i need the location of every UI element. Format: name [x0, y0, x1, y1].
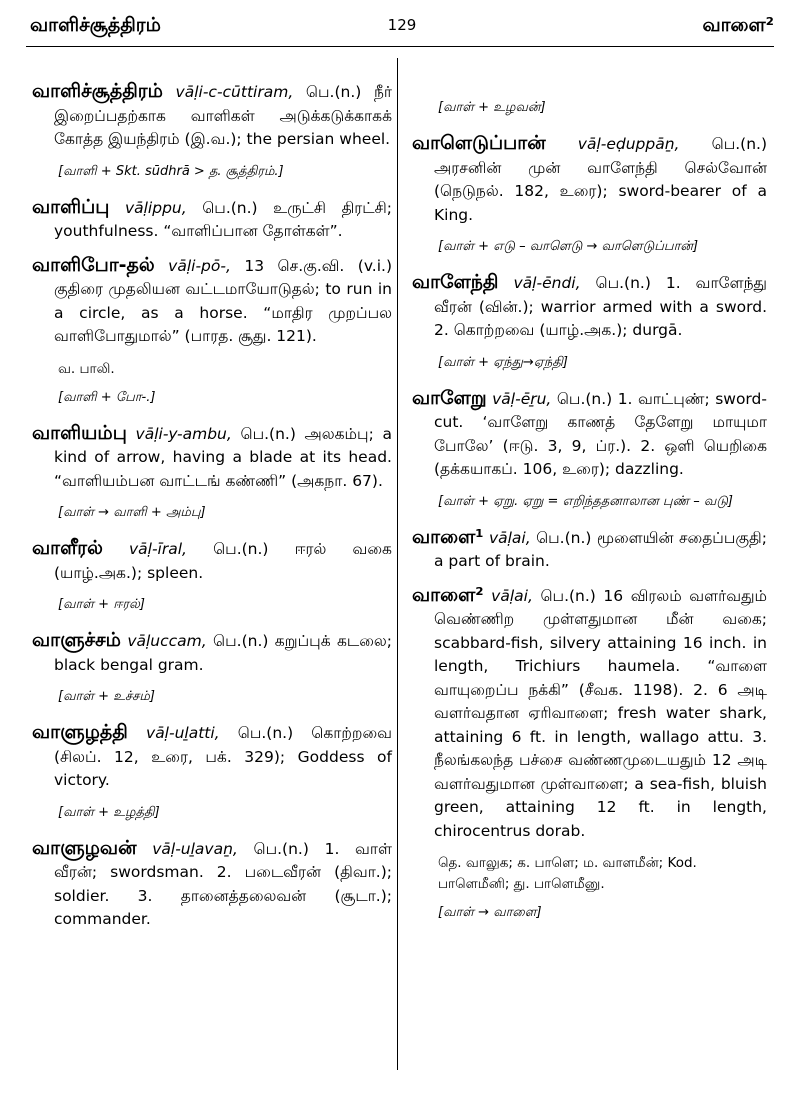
etymology-note: [வாள் + உழத்தி]: [58, 804, 160, 820]
etymology-note: [வாள் + உச்சம்]: [58, 689, 155, 704]
etymology-note: [வாள் → வாளை]: [438, 905, 542, 920]
entry-headword: வாளை²: [412, 583, 484, 606]
entry-transliteration: vāḷi-c-cūttiram,: [175, 83, 294, 101]
header-rule: [26, 46, 774, 47]
dictionary-entry: [32, 80, 392, 152]
entry-transliteration: vāḷ-ēndi,: [513, 274, 581, 292]
entry-headword: வாளிச்சூத்திரம்: [32, 80, 163, 102]
entry-definition: பெ.(n.) கறுப்புக் கடலை; black bengal gram.: [54, 632, 392, 674]
dictionary-entry: [412, 132, 767, 227]
dictionary-entry: [412, 584, 767, 844]
entry-definition: பெ.(n.) ஈரல் வகை (யாழ்.அக.); spleen.: [54, 540, 392, 582]
dictionary-entry: [32, 254, 392, 349]
entry-headword: வாளீரல்: [32, 537, 103, 559]
entry-headword: வாளியம்பு: [32, 421, 127, 444]
entry-headword: வாளேந்தி: [412, 271, 499, 293]
entry-headword: வாளிபோ-தல்: [32, 253, 155, 276]
entry-transliteration: vāḷuccam,: [127, 632, 207, 650]
entry-definition: பெ.(n.) கொற்றவை (சிலப். 12, உரை, பக். 329); Goddess of victory.: [54, 724, 392, 789]
entry-transliteration: vāḷi-y-ambu,: [135, 424, 232, 443]
entry-transliteration: vāḷ-uḻavaṉ,: [152, 839, 238, 858]
dictionary-entry: [32, 721, 392, 793]
dictionary-entry: [32, 837, 392, 932]
dictionary-entry: [412, 271, 767, 343]
entry-definition: பெ.(n.) நீர் இறைப்பதற்காக வாளிகள் அடுக்கடுக்காகக் கோத்த இயந்திரம் (இ.வ.); the persian wheel.: [54, 83, 392, 148]
etymology-note: [வாள் + உழவன்]: [438, 100, 546, 115]
etymology-note: [வாள் + ஏறு. ஏறு = எறிந்ததனாலான புண் – வடு]: [438, 493, 734, 509]
left-column: [32, 80, 392, 942]
entry-headword: வாளுழவன்: [32, 836, 137, 859]
entry-definition: 13 செ.கு.வி. (v.i.) குதிரை முதலியன வட்டமாயோடுதல்; to run in a circle, as a horse. “மாதிர முறப்பல வாளிபோதுமால்” (பாரத. சூது. 121).: [54, 256, 392, 345]
entry-definition: பெ.(n.) அலகம்பு; a kind of arrow, having a blade at its head. “வாளியம்பன வாட்டங் கண்ணி” (அகநா. 67).: [54, 424, 392, 490]
dictionary-entry: [32, 537, 392, 585]
entry-definition: பெ.(n.) மூளையின் சதைப்பகுதி; a part of brain.: [434, 528, 767, 570]
entry-transliteration: vāḷ-ēṟu,: [492, 389, 552, 408]
entry-headword: வாளெடுப்பான்: [412, 132, 546, 154]
entry-headword: வாளுச்சம்: [32, 629, 121, 651]
page-number: 129: [387, 16, 417, 34]
dictionary-entry: [32, 422, 392, 494]
entry-transliteration: vāḷ-īral,: [128, 540, 187, 558]
entry-headword: வாளிப்பு: [32, 195, 110, 218]
dictionary-entry: [32, 629, 392, 677]
cognate-note: தெ. வாலுக; க. பாளெ; ம. வாளமீன்; Kod. பாளெமீனி; து. பாளெமீனு.: [438, 855, 697, 892]
dictionary-entry: [32, 196, 392, 244]
entry-headword: வாளை¹: [412, 525, 484, 548]
entry-transliteration: vāḷi-pō-,: [168, 256, 231, 275]
guide-word-left: வாளிச்சூத்திரம்: [30, 14, 161, 36]
etymology-note: [வாளி + போ-.]: [58, 389, 156, 405]
entry-transliteration: vāḷai,: [488, 528, 531, 547]
entry-transliteration: vāḷ-eḍuppāṉ,: [577, 135, 680, 153]
entry-definition: பெ.(n.) 16 விரலம் வளர்வதும் வெண்ணிற முள்ளதுமான மீன் வகை; scabbard-fish, silvery attaining 16 inch. in length, Trichiurs haumela. “வாளை வாயுறைப்ப நக்கி” (சீவக. 1198). 2. 6 அடி வளர்வதான ஏரிவாளை; fresh water shark, attaining 6 ft. in length, wallago attu. 3. நீலங்கலந்த பச்சை வண்ணமுடையதும் 12 அடி வளர்வதுமான முள்வாளை; a sea-fish, bluish green, attaining 12 ft. in length, chirocentrus dorab.: [434, 586, 767, 840]
dictionary-entry: [412, 387, 767, 482]
dictionary-entry: [412, 526, 767, 574]
entry-definition: பெ.(n.) 1. வாள் வீரன்; swordsman. 2. படைவீரன் (திவா.); soldier. 3. தானைத்தலைவன் (சூடா.); commander.: [54, 839, 392, 928]
entry-transliteration: vāḷ-uḻatti,: [146, 724, 220, 742]
entry-definition: பெ.(n.) 1. வாட்புண்; sword-cut. ‘வாளேறு காணத் தேளேறு மாயுமா போலே’ (ஈடு. 3, 9, ப்ர.). 2. ஒளி யெறிகை (தக்கயாகப். 106, உரை); dazzling.: [434, 389, 767, 478]
etymology-note: [வாள் + ஈரல்]: [58, 597, 145, 612]
etymology-note: [வாள் + எடு – வாளெடு → வாளெடுப்பான்]: [438, 239, 699, 254]
etymology-note: [வாளி + Skt. sūdhrā > த. சூத்திரம்.]: [58, 163, 284, 179]
etymology-note: [வாள் → வாளி + அம்பு]: [58, 505, 206, 520]
entry-definition: பெ.(n.) 1. வாளேந்து வீரன் (வின்.); warrior armed with a sword. 2. கொற்றவை (யாழ்.அக.); durgā.: [434, 274, 767, 339]
right-column: [412, 90, 767, 937]
column-divider: [397, 58, 398, 1070]
cognate-note: வ. பாலி.: [58, 360, 115, 377]
guide-word-right: வாளை²: [702, 14, 774, 36]
entry-transliteration: vāḷippu,: [124, 198, 187, 217]
etymology-note: [வாள் + ஏந்து→ஏந்தி]: [438, 354, 568, 370]
page-header: [30, 10, 774, 46]
entry-headword: வாளேறு: [412, 386, 487, 409]
entry-definition: பெ.(n.) அரசனின் முன் வாளேந்தி செல்வோன் (நெடுநல். 182, உரை); sword-bearer of a King.: [434, 135, 767, 224]
entry-headword: வாளுழத்தி: [32, 721, 128, 743]
entry-definition: பெ.(n.) உருட்சி திரட்சி; youthfulness. “வாளிப்பான தோள்கள்”.: [54, 198, 392, 240]
entry-transliteration: vāḷai,: [491, 586, 533, 605]
